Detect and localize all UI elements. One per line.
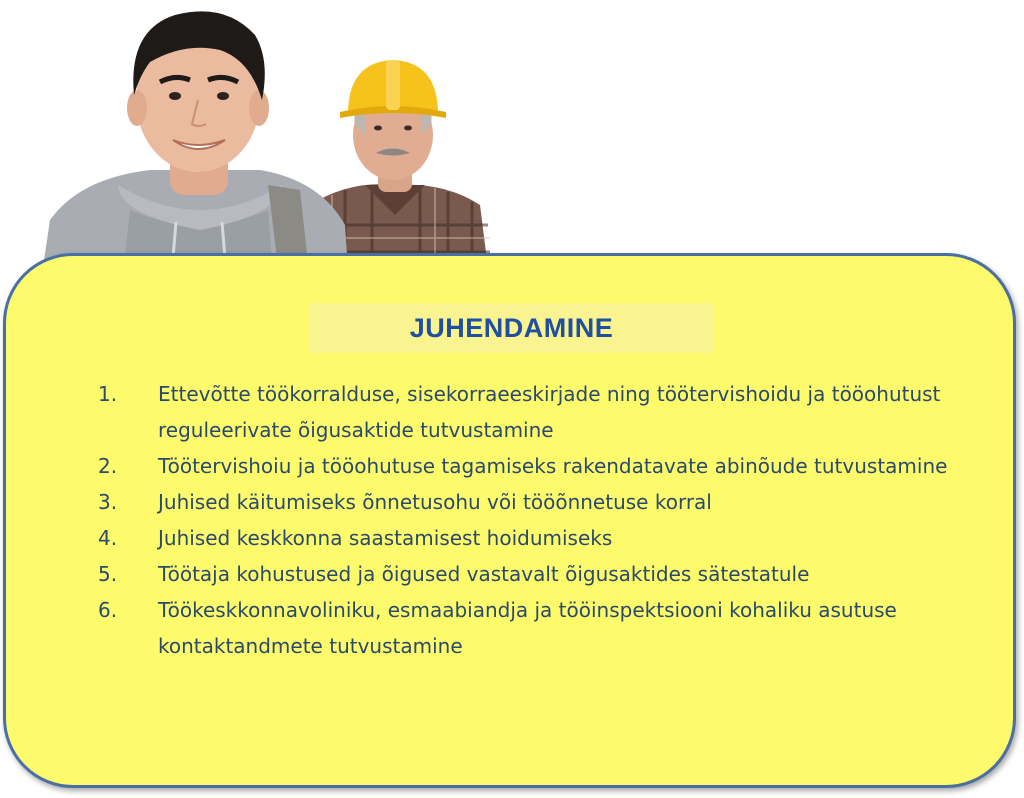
list-item-text: Töötaja kohustused ja õigused vastavalt õigusaktides sätestatule (158, 562, 810, 586)
list-item-text: Juhised keskkonna saastamisest hoidumiseks (158, 526, 613, 550)
list-item-number: 6. (98, 598, 118, 622)
list-item-number: 1. (98, 382, 118, 406)
list-item-number: 5. (98, 562, 118, 586)
list-item-number: 3. (98, 490, 118, 514)
instruction-card (3, 253, 1016, 788)
list-item-number: 4. (98, 526, 118, 550)
list-item (98, 376, 958, 448)
list-item-text: Töötervishoiu ja tööohutuse tagamiseks rakendatavate abinõude tutvustamine (158, 454, 948, 478)
list-item-text: Ettevõtte töökorralduse, sisekorraeeskirjade ning töötervishoidu ja tööohutust reguleerivate õigusaktide tutvustamine (158, 382, 941, 442)
list-item (98, 520, 958, 556)
list-item (98, 592, 958, 664)
list-item (98, 484, 958, 520)
list-item-text: Juhised käitumiseks õnnetusohu või tööõnnetuse korral (158, 490, 712, 514)
instruction-list (98, 376, 958, 664)
title-bar (309, 303, 714, 353)
list-item-number: 2. (98, 454, 118, 478)
list-item-text: Töökeskkonnavoliniku, esmaabiandja ja tööinspektsiooni kohaliku asutuse kontaktandmete tutvustamine (158, 598, 897, 658)
list-item (98, 448, 958, 484)
card-title: JUHENDAMINE (409, 312, 614, 343)
list-item (98, 556, 958, 592)
